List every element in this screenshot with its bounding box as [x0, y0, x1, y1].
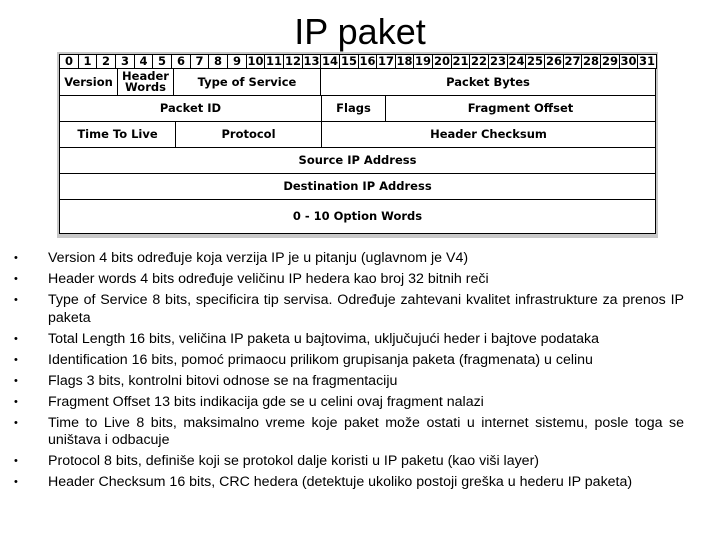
bit-number: 12: [284, 54, 301, 68]
bit-number: 9: [227, 54, 247, 69]
list-item: • Time to Live 8 bits, maksimalno vreme koje paket može ostati u internet sistemu, posle toga se uništava i odbacuje: [14, 415, 684, 450]
bit-number: 27: [564, 54, 581, 68]
list-item: • Header words 4 bits određuje veličinu IP hedera kao broj 32 bitnih reči: [14, 271, 684, 289]
bit-number: 13: [303, 54, 320, 68]
list-item: • Flags 3 bits, kontrolni bitovi odnose se na fragmentaciju: [14, 373, 684, 391]
bit-number: 0: [59, 54, 79, 69]
field-packet-id: Packet ID: [59, 95, 322, 122]
list-item: • Total Length 16 bits, veličina IP paketa u bajtovima, uključujući heder i bajtove podataka: [14, 331, 684, 349]
bit-number: 15: [340, 54, 357, 68]
field-header-words-line2: Words: [125, 80, 166, 94]
bit-number: 25: [526, 54, 543, 68]
list-item: • Header Checksum 16 bits, CRC hedera (detektuje ukoliko postoji greška u hederu IP paketa): [14, 474, 684, 492]
bit-number: 18: [396, 54, 413, 68]
list-item: • Fragment Offset 13 bits indikacija gde se u celini ovaj fragment nalazi: [14, 394, 684, 412]
list-item: • Version 4 bits određuje koja verzija IP je u pitanju (uglavnom je V4): [14, 250, 684, 268]
bit-number: 23: [489, 54, 506, 68]
bit-number: 17: [377, 54, 394, 68]
bit-number: 20: [433, 54, 450, 68]
bit-number: 30: [620, 54, 637, 68]
bit-number: 31: [638, 54, 655, 68]
bit-number: 2: [96, 54, 116, 69]
bit-number: 28: [582, 54, 599, 68]
field-protocol: Protocol: [175, 121, 322, 148]
bit-number: 4: [134, 54, 153, 69]
field-version: Version: [59, 68, 118, 96]
bit-number: 26: [545, 54, 562, 68]
field-fragment-offset: Fragment Offset: [385, 95, 656, 122]
field-header-words-line1: Header: [122, 69, 169, 83]
bit-number: 5: [152, 54, 172, 69]
bit-number: 11: [265, 54, 282, 68]
bit-number: 22: [470, 54, 487, 68]
field-option-words: 0 - 10 Option Words: [59, 199, 656, 234]
bit-number: 3: [115, 54, 135, 69]
field-header-words: [117, 68, 174, 96]
field-packet-bytes: Packet Bytes: [320, 68, 656, 96]
bit-number: 14: [321, 54, 338, 68]
bit-number: 6: [171, 54, 191, 69]
bit-number: 24: [508, 54, 525, 68]
bit-number: 21: [452, 54, 469, 68]
field-source-ip: Source IP Address: [59, 147, 656, 174]
field-flags: Flags: [321, 95, 386, 122]
field-destination-ip: Destination IP Address: [59, 173, 656, 200]
field-description-list: [14, 250, 684, 495]
bit-number: 7: [190, 54, 209, 69]
list-item: • Protocol 8 bits, definiše koji se protokol dalje koristi u IP paketu (kao viši layer): [14, 453, 684, 471]
list-item: • Identification 16 bits, pomoć primaocu prilikom grupisanja paketa (fragmenata) u celinu: [14, 352, 684, 370]
bit-number: 1: [78, 54, 97, 69]
bit-number: 8: [208, 54, 228, 69]
bit-number: 10: [247, 54, 264, 68]
field-header-checksum: Header Checksum: [321, 121, 656, 148]
field-time-to-live: Time To Live: [59, 121, 176, 148]
field-type-of-service: Type of Service: [173, 68, 321, 96]
list-item: • Type of Service 8 bits, specificira tip servisa. Određuje zahtevani kvalitet infrastrukture za prenos IP paketa: [14, 292, 684, 327]
ip-header-diagram: [57, 52, 658, 238]
page-title: IP paket: [294, 11, 426, 52]
bit-number: 16: [359, 54, 376, 68]
bit-number: 29: [601, 54, 618, 68]
bit-number: 19: [414, 54, 431, 68]
